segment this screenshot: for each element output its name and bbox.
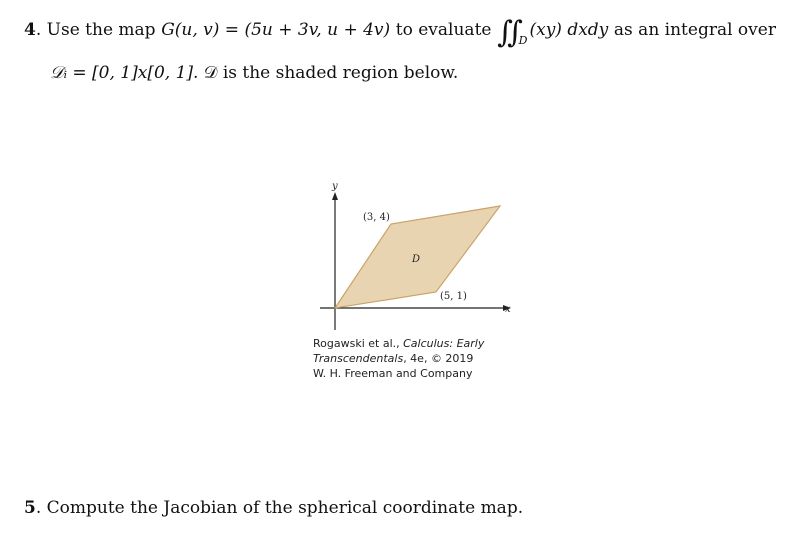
problem-5 (24, 492, 776, 524)
integrand: (xy) dxdy (529, 20, 609, 40)
integral-symbol: ∬ (497, 15, 517, 50)
point-label-5-1: (5, 1) (440, 291, 467, 302)
problem-4-text-c: as an integral over (613, 20, 776, 40)
region-figure (300, 178, 540, 338)
problem-4-line-1 (24, 14, 776, 57)
point-label-3-4: (3, 4) (363, 212, 390, 223)
problem-5-number: 5 (24, 498, 36, 518)
problem-4 (24, 14, 776, 89)
integral-subscript: D (518, 34, 528, 47)
problem-4-number: 4 (24, 20, 36, 40)
caption-line-3: W. H. Freeman and Company (313, 367, 473, 380)
caption-line-2: Transcendentals, 4e, © 2019 (313, 352, 474, 365)
y-axis-label: y (332, 181, 338, 192)
caption-line-1: Rogawski et al., Calculus: Early (313, 337, 485, 350)
problem-4-text-a: . Use the map (35, 20, 156, 40)
problem-5-text: . Compute the Jacobian of the spherical coordinate map. (35, 498, 524, 518)
problem-4-line-2 (24, 57, 776, 89)
double-integral (497, 14, 608, 57)
region-label: D (412, 254, 421, 265)
figure-caption (313, 336, 484, 381)
domain-description: 𝒟 is the shaded region below. (203, 63, 459, 83)
map-definition: G(u, v) = (5u + 3v, u + 4v) (161, 20, 391, 40)
problem-4-text-b: to evaluate (395, 20, 492, 40)
domain-definition: 𝒟ᵢ = [0, 1]x[0, 1]. (50, 63, 199, 83)
x-axis-label: x (505, 304, 511, 315)
y-axis-arrow (332, 192, 338, 200)
